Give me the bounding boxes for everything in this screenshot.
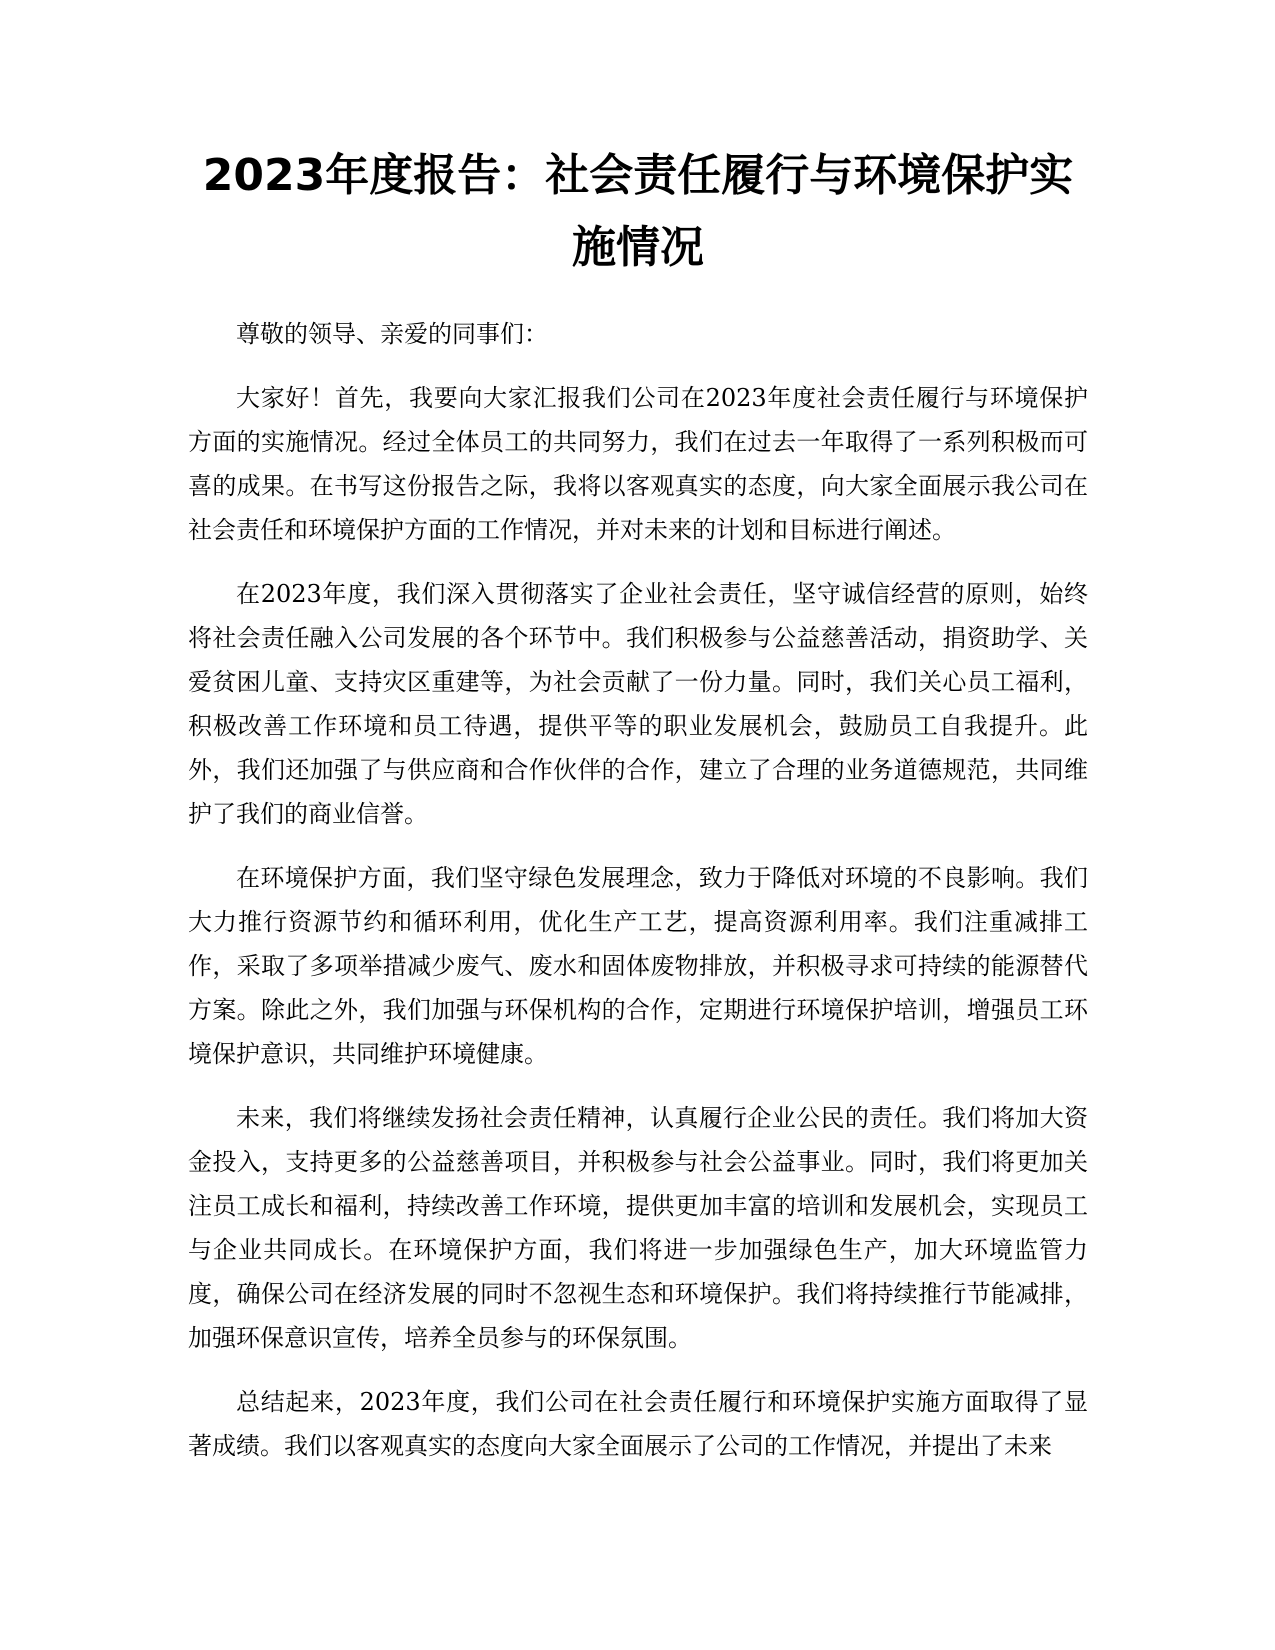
future-plans-paragraph: 未来，我们将继续发扬社会责任精神，认真履行企业公民的责任。我们将加大资金投入，支持更多的公益慈善项目，并积极参与社会公益事业。同时，我们将更加关注员工成长和福利，持续改善工作环境，提供更加丰富的培训和发展机会，实现员工与企业共同成长。在环境保护方面，我们将进一步加强绿色生产，加大环境监管力度，确保公司在经济发展的同时不忽视生态和环境保护。我们将持续推行节能减排，加强环保意识宣传，培养全员参与的环保氛围。 <box>188 1104 1088 1352</box>
salutation-paragraph: 尊敬的领导、亲爱的同事们： <box>236 320 548 348</box>
document-title: 2023年度报告：社会责任履行与环境保护实施情况 <box>202 150 1074 273</box>
social-responsibility-paragraph: 在2023年度，我们深入贯彻落实了企业社会责任，坚守诚信经营的原则，始终将社会责任融入公司发展的各个环节中。我们积极参与公益慈善活动，捐资助学、关爱贫困儿童、支持灾区重建等，为社会贡献了一份力量。同时，我们关心员工福利，积极改善工作环境和员工待遇，提供平等的职业发展机会，鼓励员工自我提升。此外，我们还加强了与供应商和合作伙伴的合作，建立了合理的业务道德规范，共同维护了我们的商业信誉。 <box>188 580 1088 828</box>
summary-paragraph: 总结起来，2023年度，我们公司在社会责任履行和环境保护实施方面取得了显著成绩。我们以客观真实的态度向大家全面展示了公司的工作情况，并提出了未来 <box>188 1388 1088 1460</box>
intro-paragraph: 大家好！首先，我要向大家汇报我们公司在2023年度社会责任履行与环境保护方面的实施情况。经过全体员工的共同努力，我们在过去一年取得了一系列积极而可喜的成果。在书写这份报告之际，我将以客观真实的态度，向大家全面展示我公司在社会责任和环境保护方面的工作情况，并对未来的计划和目标进行阐述。 <box>188 384 1088 544</box>
document-body <box>188 140 1088 1488</box>
environment-paragraph: 在环境保护方面，我们坚守绿色发展理念，致力于降低对环境的不良影响。我们大力推行资源节约和循环利用，优化生产工艺，提高资源利用率。我们注重减排工作，采取了多项举措减少废气、废水和固体废物排放，并积极寻求可持续的能源替代方案。除此之外，我们加强与环保机构的合作，定期进行环境保护培训，增强员工环境保护意识，共同维护环境健康。 <box>188 864 1088 1068</box>
